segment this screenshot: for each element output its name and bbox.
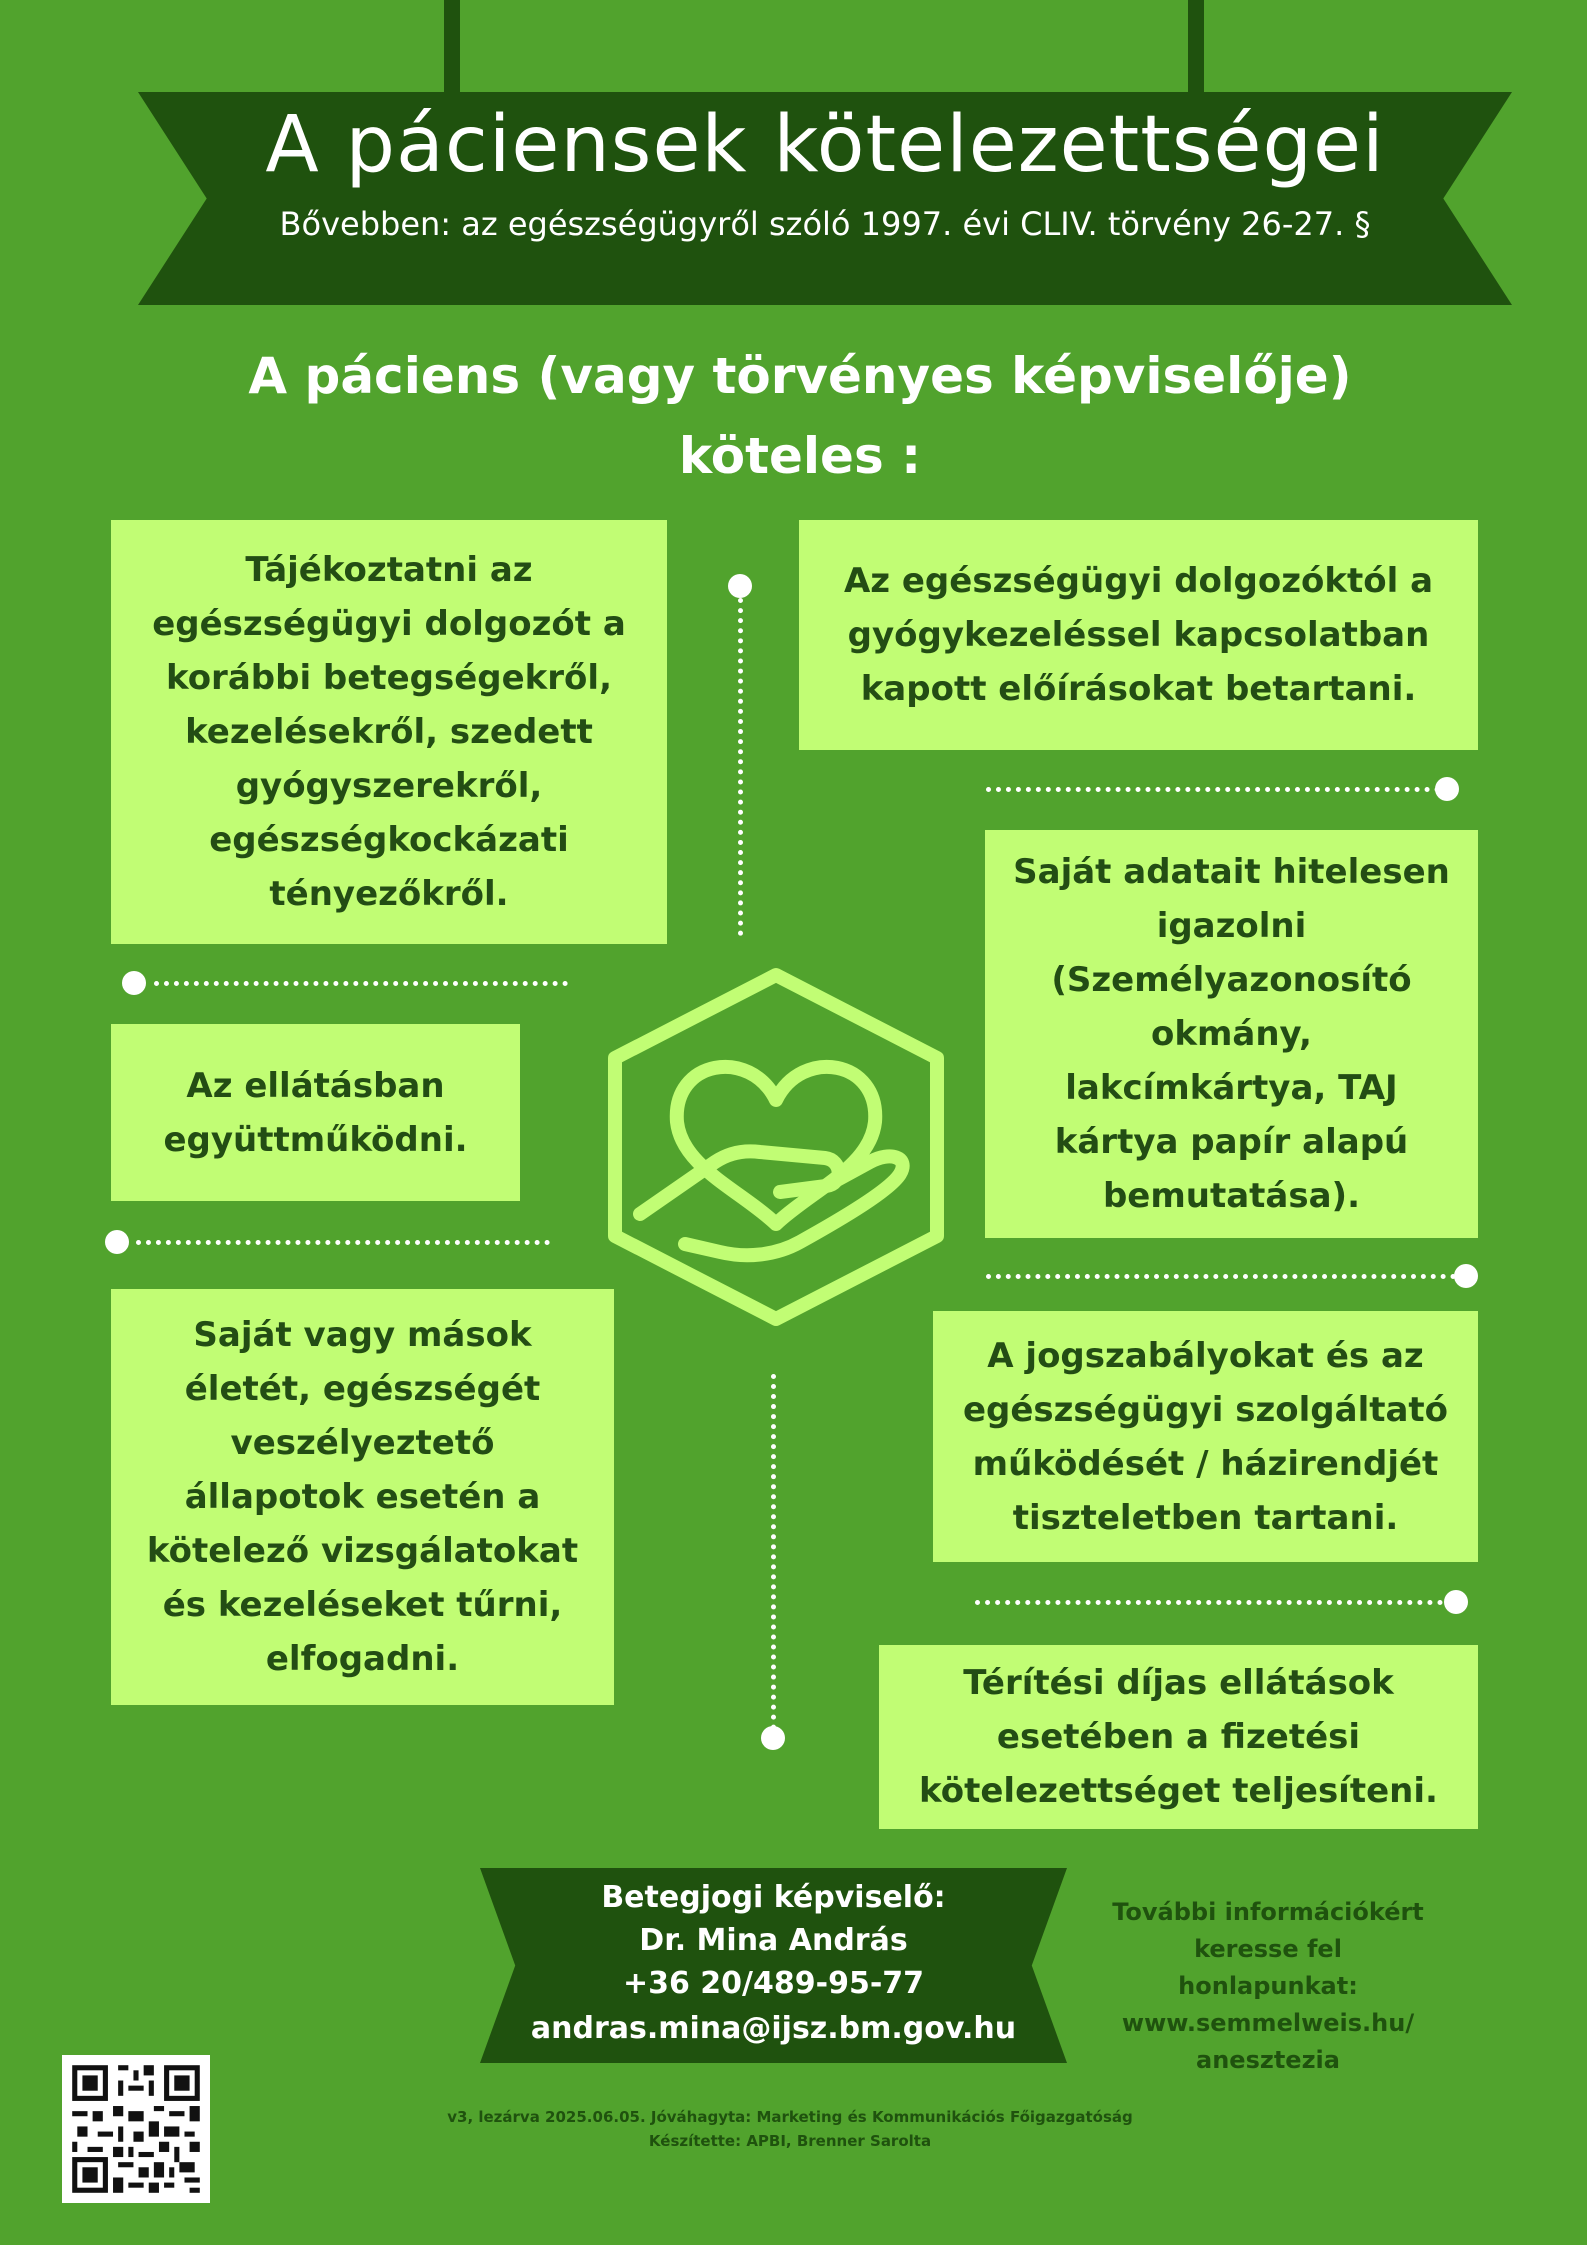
duty-identify-text bbox=[1013, 845, 1450, 1223]
duty-identify-line: (Személyazonosító bbox=[1051, 960, 1412, 1000]
info-line: További információkért bbox=[1112, 1898, 1424, 1926]
duty-identify-line: bemutatása). bbox=[1102, 1176, 1361, 1216]
duty-respect-box bbox=[933, 1311, 1478, 1562]
banner-pole-right bbox=[1188, 0, 1204, 92]
duty-cooperate-line: együttműködni. bbox=[163, 1119, 468, 1160]
connector-dot bbox=[1435, 777, 1459, 801]
connector-dot bbox=[105, 1230, 129, 1254]
connector-right-1 bbox=[986, 787, 1440, 792]
duty-inform-line: egészségügyi dolgozót a bbox=[152, 604, 626, 644]
duty-identify-line: igazolni bbox=[1156, 906, 1307, 946]
duty-tolerate-line: veszélyeztető bbox=[230, 1423, 495, 1463]
connector-dot bbox=[728, 574, 752, 598]
duty-follow-box bbox=[799, 520, 1478, 750]
heart-shape bbox=[677, 1067, 875, 1224]
duty-respect-text bbox=[963, 1329, 1448, 1545]
hand-shape bbox=[640, 1151, 903, 1255]
lead-line-2: köteles : bbox=[678, 427, 922, 485]
heart-in-hand-icon bbox=[600, 962, 952, 1332]
connector-vertical-top bbox=[738, 598, 743, 936]
duty-tolerate-text bbox=[147, 1308, 578, 1686]
duty-pay-line: kötelezettséget teljesíteni. bbox=[919, 1771, 1438, 1811]
duty-cooperate-text bbox=[163, 1059, 467, 1167]
duty-tolerate-line: elfogadni. bbox=[265, 1639, 460, 1679]
duty-identify-box bbox=[985, 830, 1478, 1238]
info-block bbox=[1108, 1894, 1428, 2079]
duty-identify-line: Saját adatait hitelesen bbox=[1013, 852, 1450, 892]
duty-tolerate-line: állapotok esetén a bbox=[184, 1477, 541, 1517]
duty-inform-text bbox=[152, 543, 626, 921]
connector-left-1 bbox=[154, 981, 568, 986]
connector-left-2 bbox=[136, 1240, 550, 1245]
duty-identify-line: kártya papír alapú bbox=[1054, 1122, 1409, 1162]
duty-tolerate-line: és kezeléseket tűrni, bbox=[162, 1585, 563, 1625]
duty-inform-line: korábbi betegségekről, bbox=[166, 658, 612, 698]
duty-respect-line: A jogszabályokat és az bbox=[987, 1335, 1424, 1376]
duty-respect-line: működését / házirendjét bbox=[972, 1443, 1439, 1484]
website-link[interactable]: www.semmelweis.hu/ bbox=[1121, 2009, 1415, 2037]
duty-identify-line: okmány, bbox=[1150, 1014, 1312, 1054]
contact-email[interactable]: andras.mina@ijsz.bm.gov.hu bbox=[530, 2011, 1017, 2046]
duty-identify-line: lakcímkártya, TAJ bbox=[1065, 1068, 1398, 1108]
connector-right-2 bbox=[986, 1274, 1456, 1279]
duty-inform-line: Tájékoztatni az bbox=[245, 550, 533, 590]
page-subtitle: Bővebben: az egészségügyről szóló 1997. évi CLIV. törvény 26-27. § bbox=[279, 205, 1371, 243]
duty-inform-line: tényezőkről. bbox=[269, 874, 509, 914]
duty-inform-line: egészségkockázati bbox=[209, 820, 569, 860]
website-link[interactable]: anesztezia bbox=[1196, 2046, 1340, 2074]
info-line: keresse fel honlapunkat: bbox=[1178, 1935, 1358, 2000]
connector-dot bbox=[761, 1726, 785, 1750]
qr-code[interactable] bbox=[62, 2055, 210, 2203]
contact-name: Dr. Mina András bbox=[639, 1923, 908, 1958]
duty-tolerate-box bbox=[111, 1289, 614, 1705]
page-title: A páciensek kötelezettségei bbox=[265, 100, 1385, 190]
duty-cooperate-line: Az ellátásban bbox=[186, 1065, 445, 1106]
banner-pole-left bbox=[444, 0, 460, 92]
connector-dot bbox=[122, 971, 146, 995]
duty-tolerate-line: kötelező vizsgálatokat bbox=[146, 1531, 579, 1571]
duty-inform-box bbox=[111, 520, 667, 944]
duty-follow-line: kapott előírásokat betartani. bbox=[860, 669, 1417, 709]
duty-pay-line: esetében a fizetési bbox=[996, 1717, 1361, 1757]
lead-line-1: A páciens (vagy törvényes képviselője) bbox=[248, 347, 1352, 405]
connector-right-3 bbox=[975, 1600, 1453, 1605]
connector-dot bbox=[1444, 1590, 1468, 1614]
connector-vertical-bottom bbox=[771, 1374, 776, 1730]
duty-respect-line: tiszteletben tartani. bbox=[1012, 1497, 1399, 1538]
duty-tolerate-line: Saját vagy mások bbox=[193, 1315, 532, 1355]
contact-role: Betegjogi képviselő: bbox=[601, 1880, 946, 1915]
duty-follow-line: gyógykezeléssel kapcsolatban bbox=[847, 615, 1430, 655]
footer-author: Készítette: APBI, Brenner Sarolta bbox=[648, 2132, 932, 2150]
duty-respect-line: egészségügyi szolgáltató bbox=[962, 1389, 1449, 1430]
contact-phone[interactable]: +36 20/489-95-77 bbox=[622, 1966, 925, 2001]
connector-dot bbox=[1454, 1264, 1478, 1288]
duty-pay-text bbox=[919, 1656, 1438, 1818]
duty-pay-box bbox=[879, 1645, 1478, 1829]
duty-pay-line: Térítési díjas ellátások bbox=[963, 1663, 1394, 1703]
duty-follow-text bbox=[844, 554, 1433, 716]
footer-version: v3, lezárva 2025.06.05. Jóváhagyta: Marketing és Kommunikációs Főigazgatóság bbox=[447, 2108, 1133, 2126]
duty-follow-line: Az egészségügyi dolgozóktól a bbox=[843, 561, 1434, 601]
qr-code-graphic bbox=[62, 2055, 210, 2203]
duty-cooperate-box bbox=[111, 1024, 520, 1201]
duty-tolerate-line: életét, egészségét bbox=[184, 1369, 541, 1409]
duty-inform-line: kezelésekről, szedett bbox=[185, 712, 593, 752]
lead-heading bbox=[100, 336, 1500, 496]
duty-inform-line: gyógyszerekről, bbox=[235, 766, 543, 806]
